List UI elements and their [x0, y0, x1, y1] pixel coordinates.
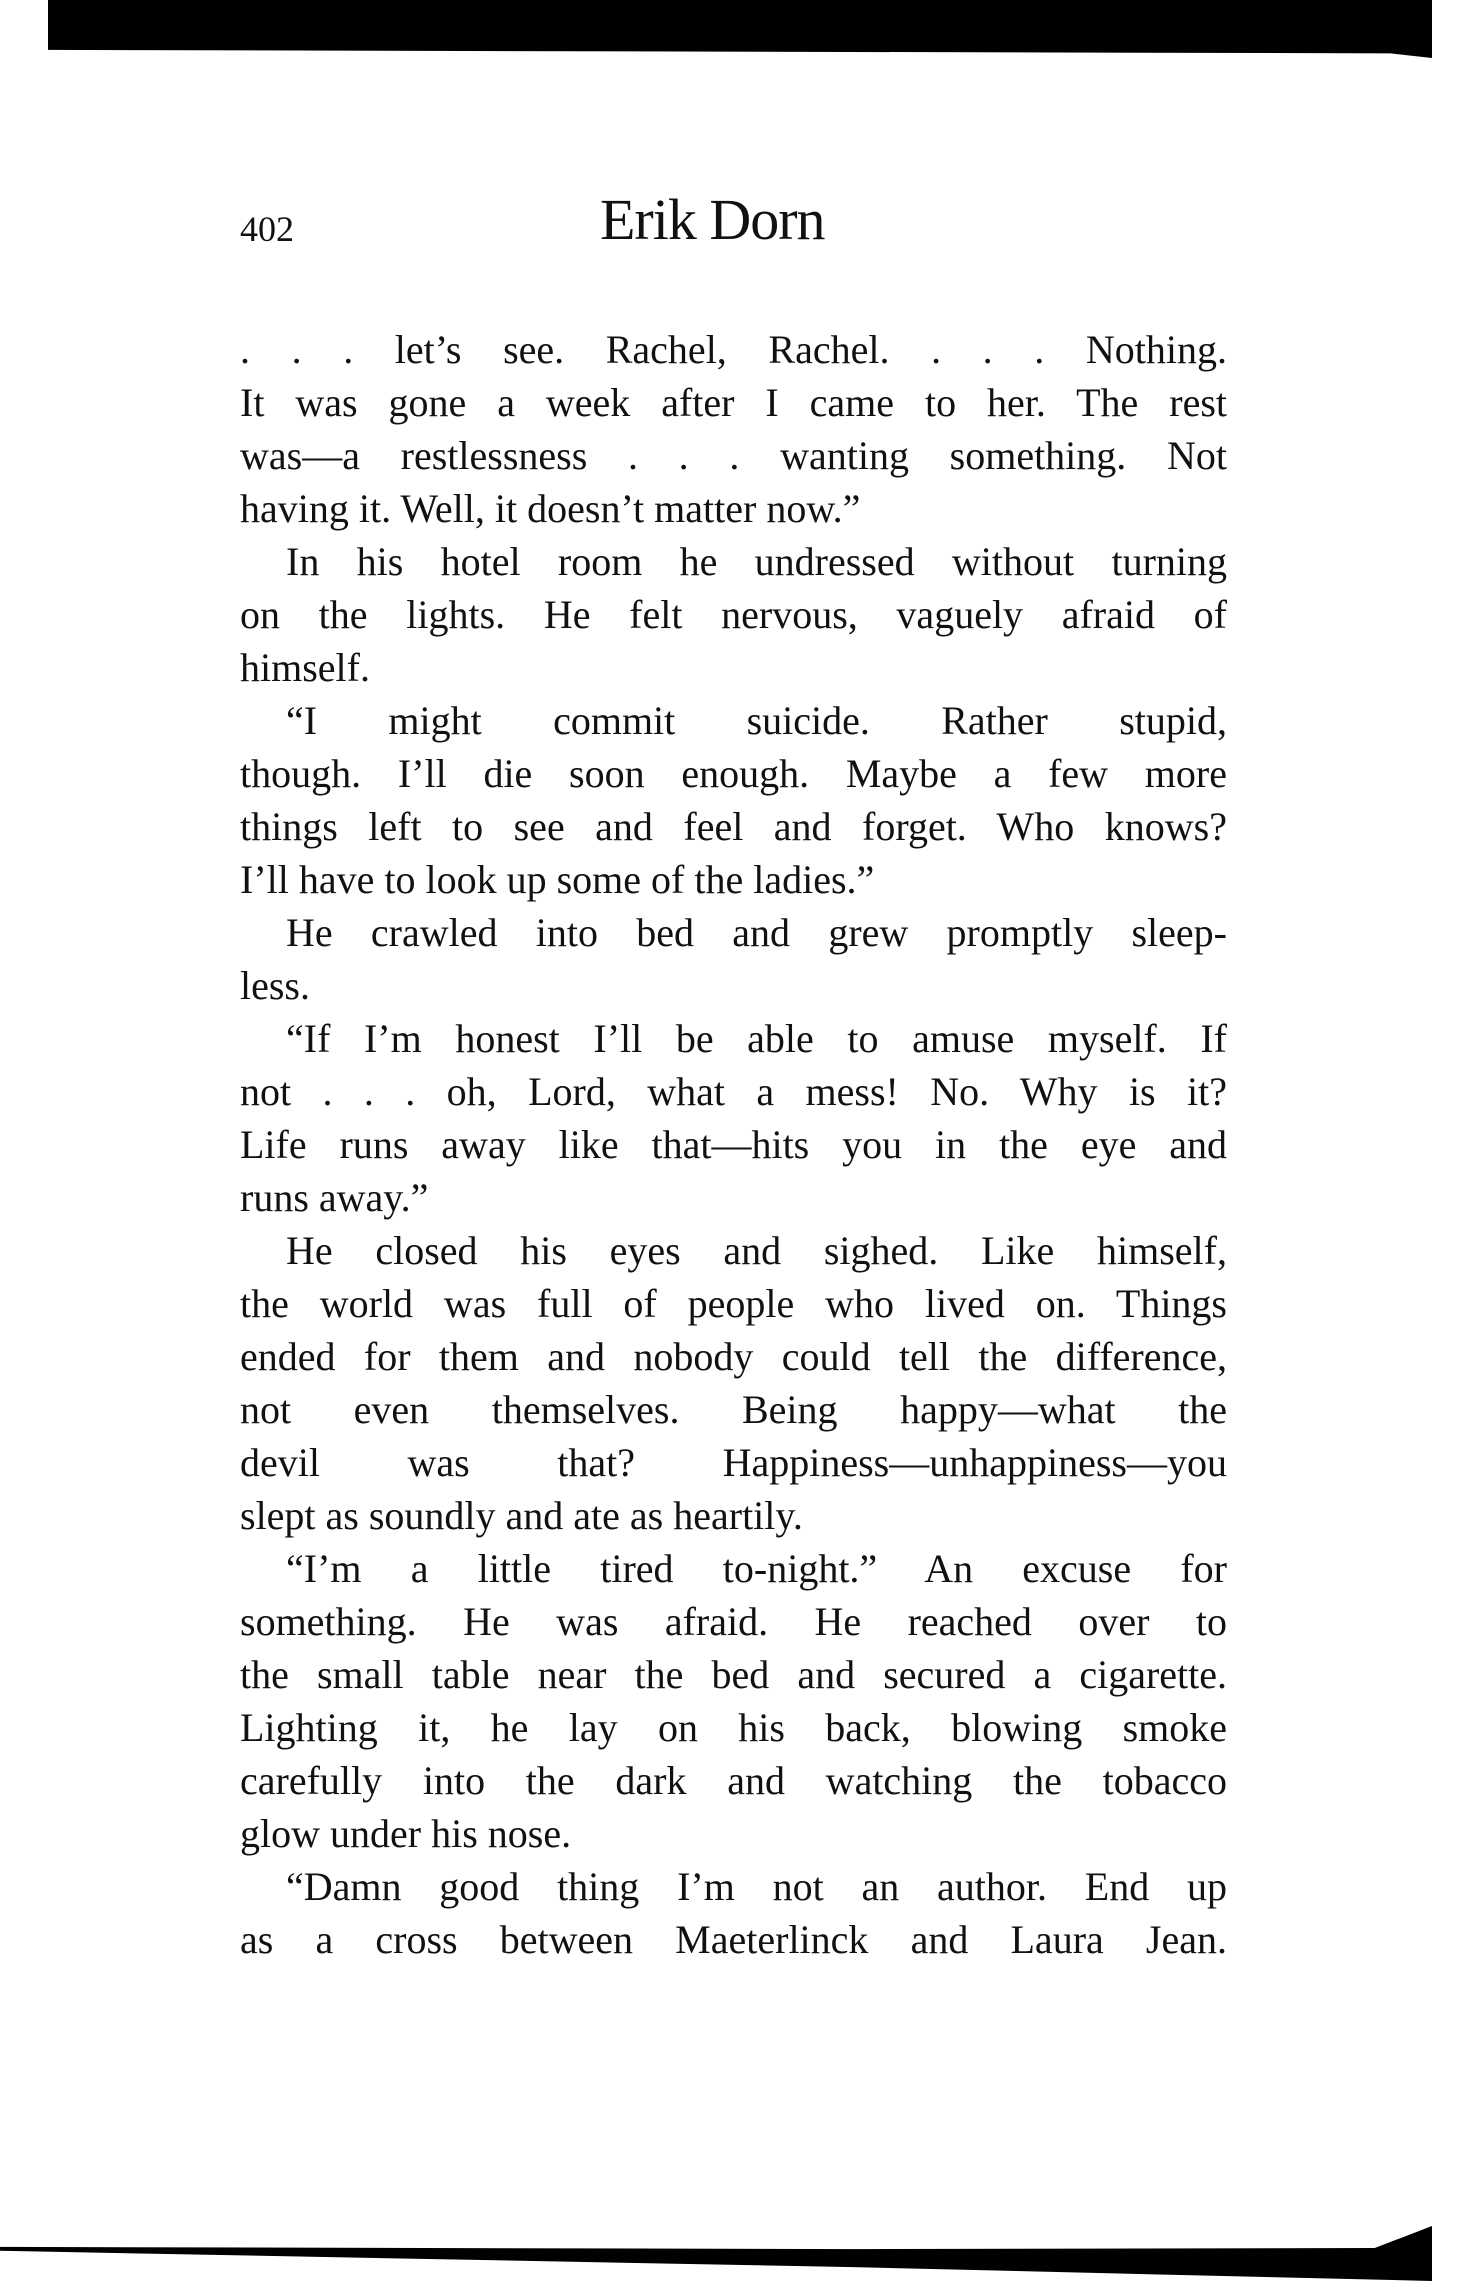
paragraph [240, 1860, 1227, 1966]
text-line: the world was full of people who lived on. Things [240, 1281, 1227, 1326]
text-line: “I might commit suicide. Rather stupid, [286, 698, 1227, 743]
text-line: It was gone a week after I came to her. The rest [240, 380, 1227, 425]
page-number: 402 [240, 209, 294, 249]
text-line: . . . let’s see. Rachel, Rachel. . . . Nothing. [240, 327, 1227, 372]
scan-border-bottom [0, 2226, 1432, 2281]
text-line: ended for them and nobody could tell the difference, [240, 1334, 1227, 1379]
text-line: In his hotel room he undressed without turning [286, 539, 1227, 584]
paragraph [240, 1542, 1227, 1860]
paragraph [240, 1012, 1227, 1224]
paragraph [240, 694, 1227, 906]
text-line: “Damn good thing I’m not an author. End up [286, 1864, 1227, 1909]
text-line: carefully into the dark and watching the tobacco [240, 1758, 1227, 1803]
text-line: having it. Well, it doesn’t matter now.” [240, 486, 861, 531]
text-line: something. He was afraid. He reached over to [240, 1599, 1227, 1644]
text-line: though. I’ll die soon enough. Maybe a few more [240, 751, 1227, 796]
text-line: was—a restlessness . . . wanting something. Not [240, 433, 1227, 478]
text-line: himself. [240, 645, 370, 690]
text-line: less. [240, 963, 310, 1008]
text-line: “I’m a little tired to-night.” An excuse for [286, 1546, 1227, 1591]
paragraph [240, 1224, 1227, 1542]
text-line: slept as soundly and ate as heartily. [240, 1493, 803, 1538]
text-line: runs away.” [240, 1175, 429, 1220]
running-title: Erik Dorn [600, 187, 825, 252]
text-line: not even themselves. Being happy—what the [240, 1387, 1227, 1432]
text-line: He crawled into bed and grew promptly sleep- [286, 910, 1227, 955]
text-line: I’ll have to look up some of the ladies.” [240, 857, 875, 902]
text-line: “If I’m honest I’ll be able to amuse myself. If [286, 1016, 1227, 1061]
text-line: things left to see and feel and forget. Who knows? [240, 804, 1227, 849]
page-body-text [240, 323, 1227, 1966]
text-line: Lighting it, he lay on his back, blowing smoke [240, 1705, 1227, 1750]
text-line: as a cross between Maeterlinck and Laura Jean. [240, 1917, 1227, 1962]
paragraph [240, 323, 1227, 535]
text-line: glow under his nose. [240, 1811, 572, 1856]
text-line: on the lights. He felt nervous, vaguely afraid of [240, 592, 1227, 637]
scan-border-top [48, 0, 1432, 58]
paragraph [240, 535, 1227, 694]
text-line: not . . . oh, Lord, what a mess! No. Why is it? [240, 1069, 1227, 1114]
text-line: Life runs away like that—hits you in the eye and [240, 1122, 1227, 1167]
text-line: He closed his eyes and sighed. Like himself, [286, 1228, 1227, 1273]
paragraph [240, 906, 1227, 1012]
text-line: devil was that? Happiness—unhappiness—you [240, 1440, 1227, 1485]
text-line: the small table near the bed and secured a cigarette. [240, 1652, 1227, 1697]
